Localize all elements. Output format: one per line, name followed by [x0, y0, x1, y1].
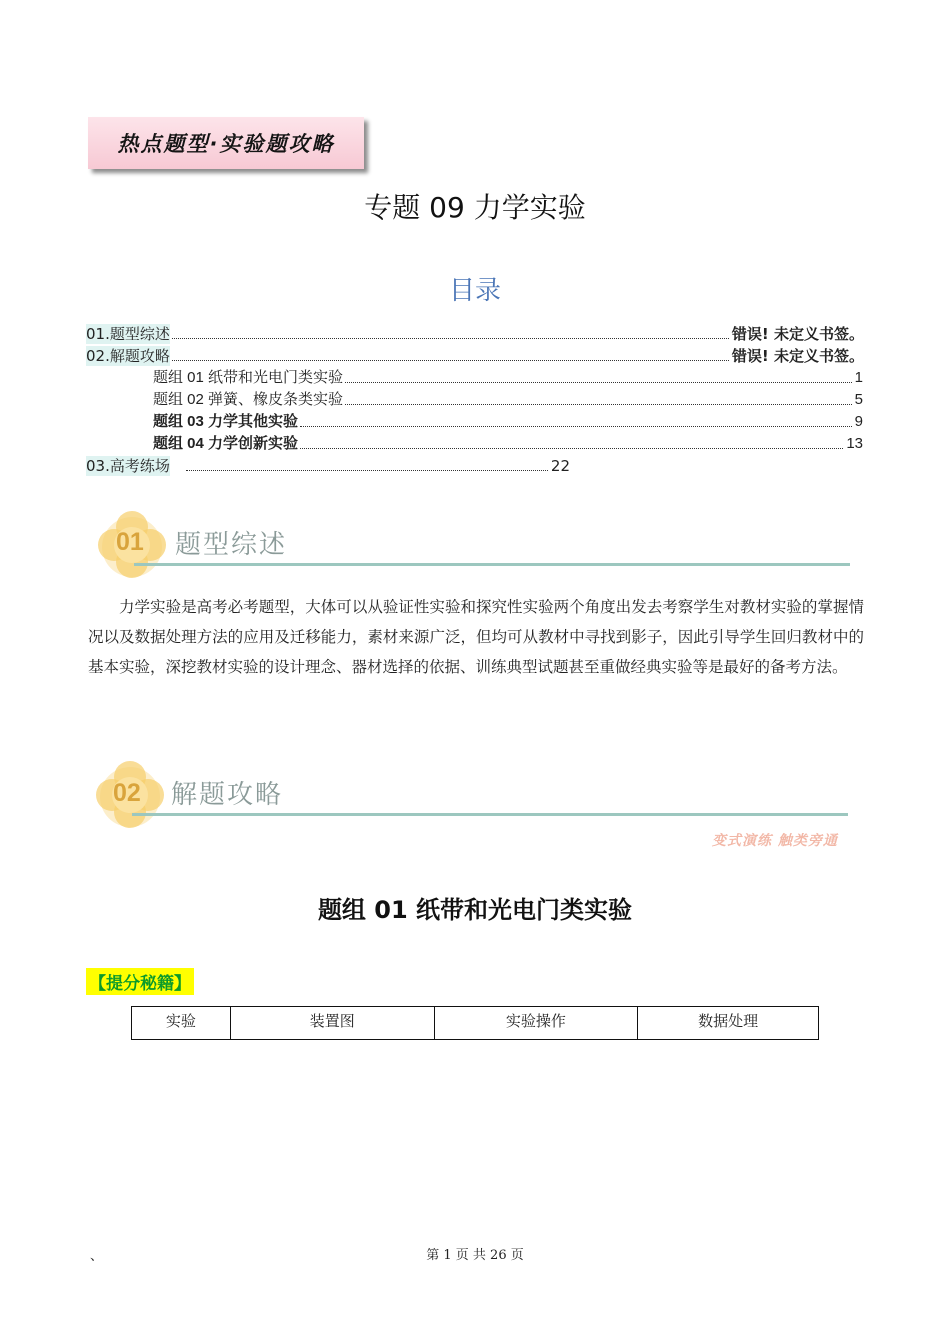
experiment-table: [131, 1006, 819, 1040]
toc-item-page: 13: [846, 435, 863, 452]
section-01-number: 01: [116, 528, 144, 556]
toc-leader-dots: [186, 470, 548, 471]
toc-item-label: 题组 04 力学创新实验: [153, 435, 299, 452]
table-header-cell: 数据处理: [638, 1007, 819, 1040]
toc-leader-dots: [300, 426, 852, 427]
toc-item-page: 5: [854, 391, 863, 408]
table-header-cell: 实验: [132, 1007, 231, 1040]
group-01-title: 题组 01 纸带和光电门类实验: [317, 896, 633, 924]
page-footer: 第 1 页 共 26 页: [426, 1248, 524, 1263]
overview-paragraph: 力学实验是高考必考题型，大体可以从验证性实验和探究性实验两个角度出发去考察学生对教材实验的掌握情况以及数据处理方法的应用及迁移能力，素材来源广泛，但均可从教材中寻找到影子，因此引导学生回归教材中的基本实验，深挖教材实验的设计理念、器材选择的依据、训练典型试题甚至重做经典实验等是最好的备考方法。: [88, 598, 864, 676]
tip-label: 【提分秘籍】: [86, 968, 194, 995]
table-header-cell: 实验操作: [434, 1007, 638, 1040]
table-header-cell: 装置图: [230, 1007, 434, 1040]
toc-item-label: 01.题型综述: [86, 325, 170, 343]
section-02-divider: [132, 813, 848, 816]
toc-item-label: 题组 03 力学其他实验: [153, 413, 299, 430]
toc-item-practice[interactable]: [86, 456, 570, 476]
toc-leader-dots: [172, 338, 729, 339]
toc-item-group-01[interactable]: [153, 368, 863, 388]
section-01-divider: [134, 563, 850, 566]
toc-item-page: 9: [854, 413, 863, 430]
toc-item-page: 1: [854, 369, 863, 386]
toc-item-label: 题组 02 弹簧、橡皮条类实验: [153, 391, 344, 408]
toc-item-label: 题组 01 纸带和光电门类实验: [153, 369, 344, 386]
toc-leader-dots: [345, 382, 852, 383]
toc-heading: 目录: [448, 276, 501, 306]
toc-item-group-02[interactable]: [153, 390, 863, 410]
toc-item-label: 03.高考练场: [86, 457, 170, 475]
section-02-tagline: 变式演练 触类旁通: [712, 833, 838, 849]
table-header-row: [132, 1007, 819, 1040]
section-02-number: 02: [113, 779, 141, 807]
toc-item-group-04[interactable]: [153, 434, 863, 454]
header-banner: [88, 117, 364, 169]
toc-item-label: 02.解题攻略: [86, 347, 170, 365]
footer-mark: 、: [90, 1249, 104, 1264]
toc-item-strategy[interactable]: [86, 346, 864, 366]
toc-leader-dots: [172, 360, 729, 361]
toc-item-page: 错误! 未定义书签。: [731, 325, 864, 343]
toc-item-group-03[interactable]: [153, 412, 863, 432]
toc-item-page: 22: [550, 457, 570, 475]
toc-leader-dots: [345, 404, 852, 405]
document-title: 专题 09 力学实验: [364, 191, 586, 224]
banner-text: 热点题型·实验题攻略: [117, 132, 335, 156]
toc-item-overview[interactable]: [86, 324, 864, 344]
section-01-title: 题型综述: [175, 530, 288, 560]
toc-item-page: 错误! 未定义书签。: [731, 347, 864, 365]
toc-leader-dots: [300, 448, 843, 449]
section-02-title: 解题攻略: [171, 780, 284, 810]
